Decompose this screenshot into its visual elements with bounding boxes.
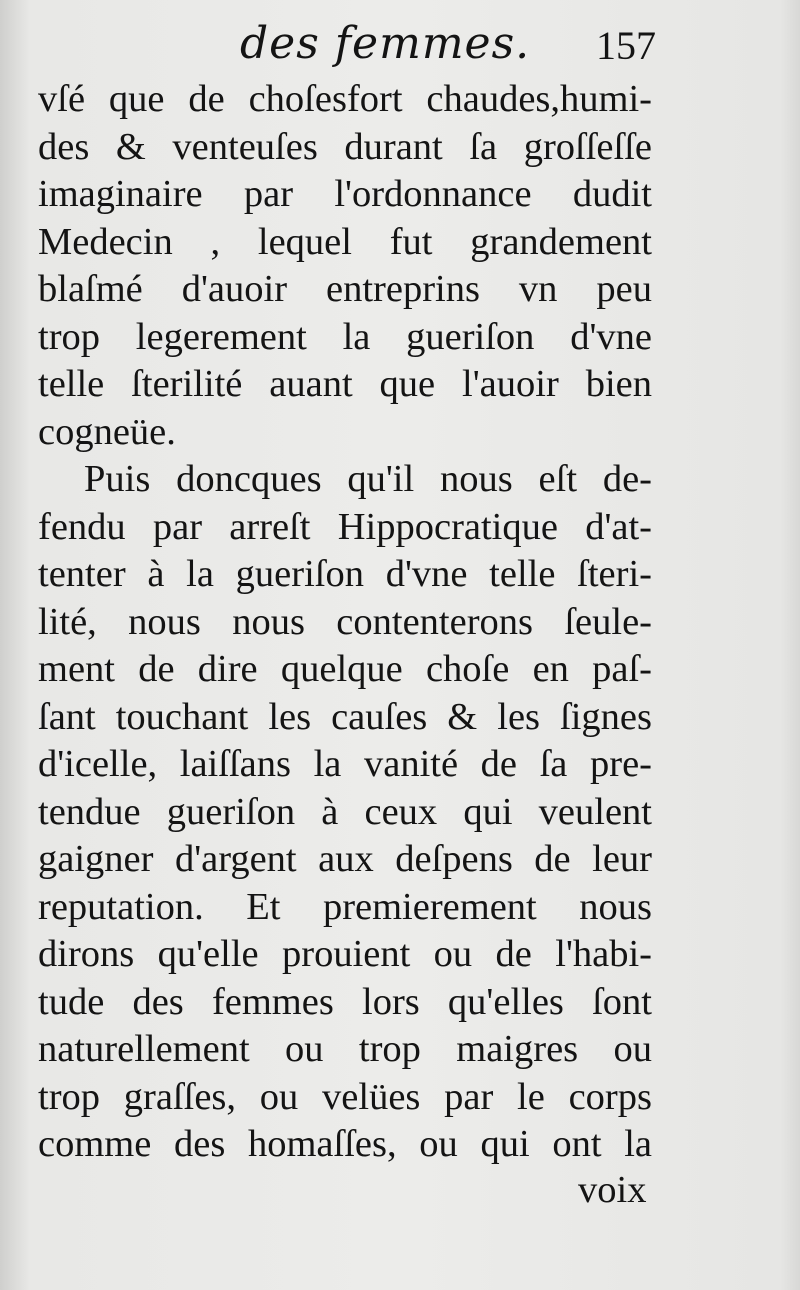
text-line: des & venteuſes durant ſa groſſeſſe (38, 125, 652, 168)
text-line: tude des femmes lors qu'elles ſont (38, 980, 652, 1023)
text-line: dirons qu'elle prouient ou de l'habi- (38, 933, 652, 975)
text-line: reputation. Et premierement nous (38, 885, 652, 928)
text-block (38, 76, 652, 1169)
text-line: fendu par arreſt Hippocratique d'at- (38, 505, 652, 548)
text-line: cogneüe. (38, 410, 176, 453)
text-line: tenter à la gueriſon d'vne telle ſteri- (38, 553, 652, 595)
page-header (0, 18, 800, 78)
text-line: gaigner d'argent aux deſpens de leur (38, 838, 652, 880)
text-line: ment de dire quelque choſe en paſ- (38, 648, 652, 690)
text-line: d'icelle, laiſſans la vanité de ſa pre- (38, 743, 652, 785)
text-line: naturellement ou trop maigres ou (38, 1028, 652, 1070)
running-title: des femmes. (240, 18, 531, 69)
text-line: tendue gueriſon à ceux qui veulent (38, 790, 652, 833)
text-line: blaſmé d'auoir entreprins vn peu (38, 268, 652, 310)
text-line: comme des homaſſes, ou qui ont la (38, 1123, 652, 1165)
text-line: ſant touchant les cauſes & les ſignes (38, 695, 652, 738)
paragraph-start-line: Puis doncques qu'il nous eſt de- (84, 458, 652, 500)
text-line: trop legerement la gueriſon d'vne (38, 315, 652, 358)
page-number: 157 (596, 23, 656, 68)
text-line: Medecin , lequel fut grandement (38, 220, 652, 263)
text-line: imaginaire par l'ordonnance dudit (38, 173, 652, 215)
catchword: voix (578, 1169, 647, 1211)
text-line: trop graſſes, ou velües par le corps (38, 1075, 652, 1118)
text-line: telle ſterilité auant que l'auoir bien (38, 363, 652, 405)
text-line: vſé que de choſesfort chaudes,humi- (38, 78, 652, 120)
text-line: lité, nous nous contenterons ſeule- (38, 600, 652, 643)
